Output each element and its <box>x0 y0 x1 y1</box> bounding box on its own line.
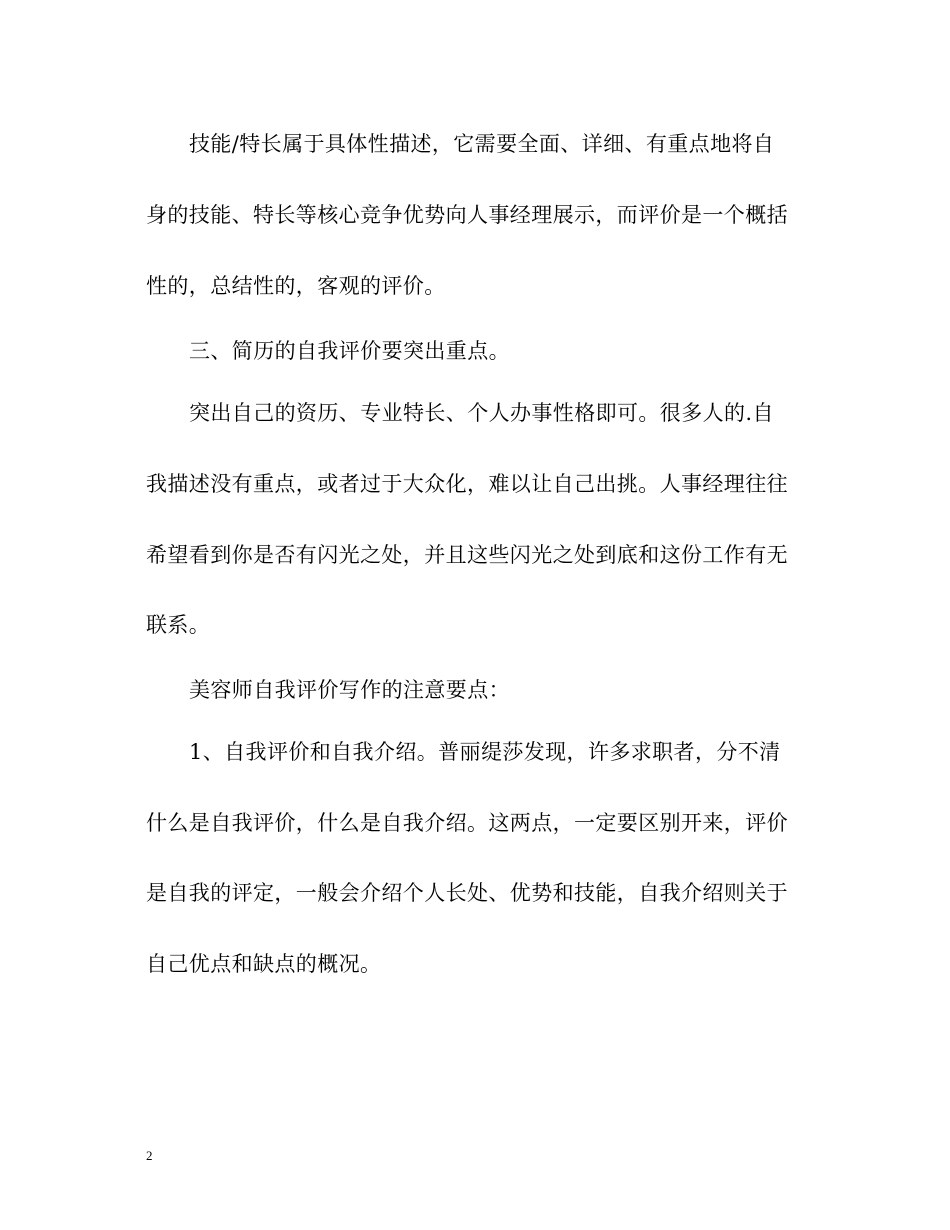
paragraph-line: 1、自我评价和自我介绍。普丽缇莎发现，许多求职者，分不清 <box>189 740 781 764</box>
paragraph-line: 技能/特长属于具体性描述，它需要全面、详细、有重点地将自 <box>189 132 775 156</box>
section-heading: 美容师自我评价写作的注意要点： <box>189 678 510 702</box>
paragraph-line: 我描述没有重点，或者过于大众化，难以让自己出挑。人事经理往往 <box>146 472 788 496</box>
paragraph-line: 是自我的评定，一般会介绍个人长处、优势和技能，自我介绍则关于 <box>146 881 788 905</box>
paragraph-line: 身的技能、特长等核心竞争优势向人事经理展示，而评价是一个概括 <box>146 203 788 227</box>
paragraph-line: 性的，总结性的，客观的评价。 <box>146 274 446 298</box>
paragraph-line: 希望看到你是否有闪光之处，并且这些闪光之处到底和这份工作有无 <box>146 543 788 567</box>
section-heading: 三、简历的自我评价要突出重点。 <box>189 339 510 363</box>
paragraph-line: 突出自己的资历、专业特长、个人办事性格即可。很多人的.自 <box>189 401 774 425</box>
paragraph-line: 联系。 <box>146 613 211 637</box>
page-number: 2 <box>146 1148 153 1163</box>
paragraph-line: 自己优点和缺点的概况。 <box>146 952 382 976</box>
paragraph-line: 什么是自我评价，什么是自我介绍。这两点，一定要区别开来，评价 <box>146 811 788 835</box>
